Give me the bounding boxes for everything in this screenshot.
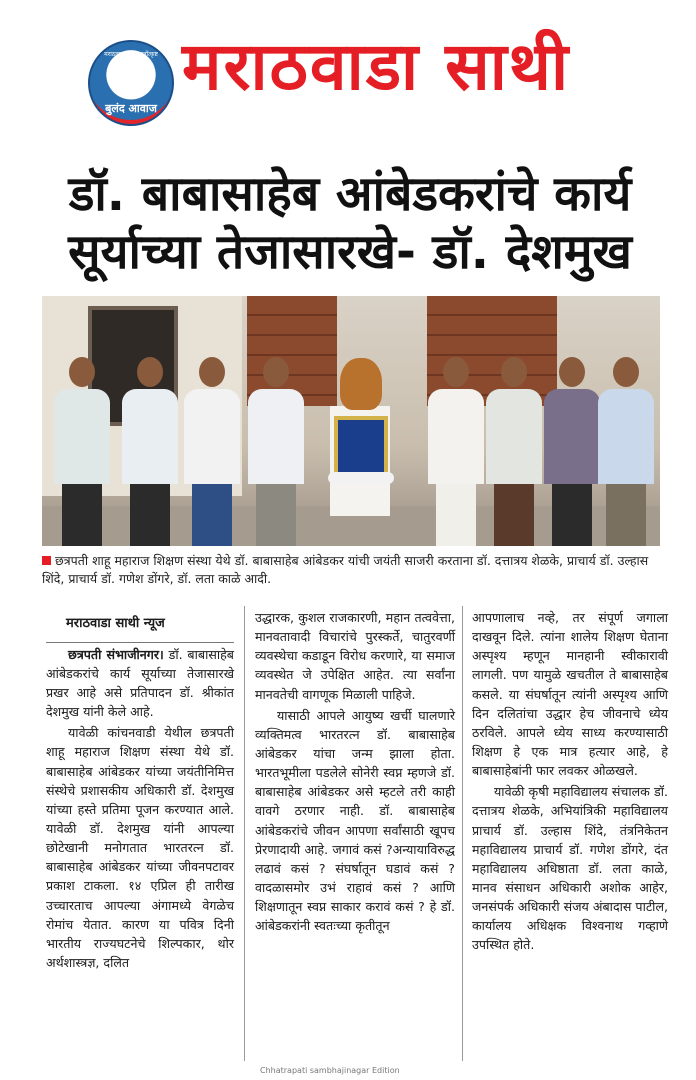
statue-bust [340,358,382,410]
article-column-1 [46,612,234,972]
masthead [0,0,696,150]
article-column-2 [255,606,455,935]
article-paragraph: यावेळी कांचनवाडी येथील छत्रपती शाहू महाराज शिक्षण संस्था येथे डॉ. बाबासाहेब आंबेडकर यांच्या जयंतीनिमित्त संस्थेचे प्रशासकीय अधिकारी डॉ. देशमुख यांच्या हस्ते प्रतिमा पूजन करण्यात आले. यावेळी डॉ. देशमुख यांनी आपल्या छोटेखानी मनोगतात भारतरत्न डॉ. बाबासाहेब आंबेडकर यांच्या जीवनपटावर प्रकाश टाकला. १४ एप्रिल ही तारीख उच्चारताच आपल्या अंगामध्ये वेगळेच रोमांच येतात. कारण या पवित्र दिनी भारतीय राज्यघटनेचे शिल्पकार, थोर अर्थशास्त्रज्ञ, दलित [46,725,234,970]
headline-line-1: डॉ. बाबासाहेब आंबेडकरांचे कार्य [68,166,632,222]
article-column-3 [472,606,668,955]
person-7 [544,357,600,546]
paragraph-text: डॉ. बाबासाहेब आंबेडकरांचे कार्य सूर्याच्या तेजासारखे प्रखर आहे असे प्रतिपादन डॉ. श्रीकांत देशमुख यांनी केले आहे. [46,646,234,720]
logo-top-text: मराठवाड्यातील सर्वोत्कृष्ट [104,51,158,58]
column-divider-1 [244,606,245,1061]
article-paragraph: यासाठी आपले आयुष्य खर्ची घालणारे व्यक्तिमत्व भारतरत्न डॉ. बाबासाहेब आंबेडकर यांचा जन्म झाला होता. भारतभूमीला पडलेले सोनेरी स्वप्न म्हणजे डॉ. बाबासाहेब आंबेडकर असे म्हटले तरी काही वावगे ठरणार नाही. डॉ. बाबासाहेब आंबेडकरांचे जीवन आपणा सर्वांसाठी खूपच प्रेरणादायी आहे. जगावं कसं ?अन्यायाविरुद्ध लढावं कसं ? संघर्षातून घडावं कसं ? वादळासमोर उभं राहावं कसं ? आणि शिक्षणातून स्वप्न साकार करावं कसं ? हे डॉ. आंबेडकरांनी स्वतःच्या कृतीतून [255,707,455,934]
caption-text: छत्रपती शाहू महाराज शिक्षण संस्था येथे डॉ. बाबासाहेब आंबेडकर यांची जयंती साजरी करताना डॉ. दत्तात्रय शेळके, प्राचार्य डॉ. उल्हास शिंदे, प्राचार्य डॉ. गणेश डोंगरे, डॉ. लता काळे आदी. [42,553,649,587]
person-4 [248,357,304,546]
article-paragraph: आपणालाच नव्हे, तर संपूर्ण जगाला दाखवून दिले. त्यांना शालेय शिक्षण घेताना अस्पृश्य म्हणून मानहानी स्वीकारावी लागली. पण यामुळे खचतील ते बाबासाहेब कसले. या संघर्षातून त्यांनी अस्पृश्य आणि दिन दलितांचा उद्धार हेच जीवनाचे ध्येय ठरविले. आपले ध्येय साध्य करण्यासाठी शिक्षण हे एक मात्र हत्यार आहे, हे बाबासाहेबांनी फार लवकर ओळखले. [472,610,668,779]
photo-caption [42,552,660,588]
person-3 [184,357,240,546]
dateline: छत्रपती संभाजीनगर। [68,646,164,662]
caption-square-icon [42,556,51,565]
headline-line-2: सूर्याच्या तेजासारखे- डॉ. देशमुख [68,224,632,280]
edition-footer: Chhatrapati sambhajinagar Edition [260,1066,400,1075]
person-6 [486,357,542,546]
newspaper-logo [88,40,174,126]
person-1 [54,357,110,546]
byline: मराठवाडा साथी न्यूज [46,612,234,643]
article-paragraph: उद्धारक, कुशल राजकारणी, महान तत्ववेत्ता, मानवतावादी विचारांचे पुरस्कर्ते, चातुरवर्णी व्यवस्थेचा कडाडून विरोध करणारे, या समाज व्यवस्थेत जे उपेक्षित आहेत. त्या सर्वांना मानवतेची वागणूक मिळाली पाहिजे. [255,610,455,702]
article-paragraph [46,645,234,722]
person-8 [598,357,654,546]
logo-badge: बुलंद आवाज [105,102,157,115]
person-5 [428,357,484,546]
article-paragraph: यावेळी कृषी महाविद्यालय संचालक डॉ. दत्तात्रय शेळके, अभियांत्रिकी महाविद्यालय प्राचार्य डॉ. उल्हास शिंदे, तंत्रनिकेतन महाविद्यालय प्राचार्य डॉ. गणेश डोंगरे, दंत महाविद्यालय अधिष्ठाता डॉ. लता काळे, मानव संसाधन अधिकारी अशोक आहेर, जनसंपर्क अधिकारी संजय अंबादास पाटील, कार्यालय अधिक्षक विश्वनाथ गव्हाणे उपस्थित होते. [472,784,668,953]
framed-portrait [334,416,388,480]
person-2 [122,357,178,546]
flower-garland [328,472,394,484]
event-photo [42,296,660,546]
column-divider-2 [462,606,463,1061]
newspaper-title: मराठवाडा साथी [182,28,571,105]
